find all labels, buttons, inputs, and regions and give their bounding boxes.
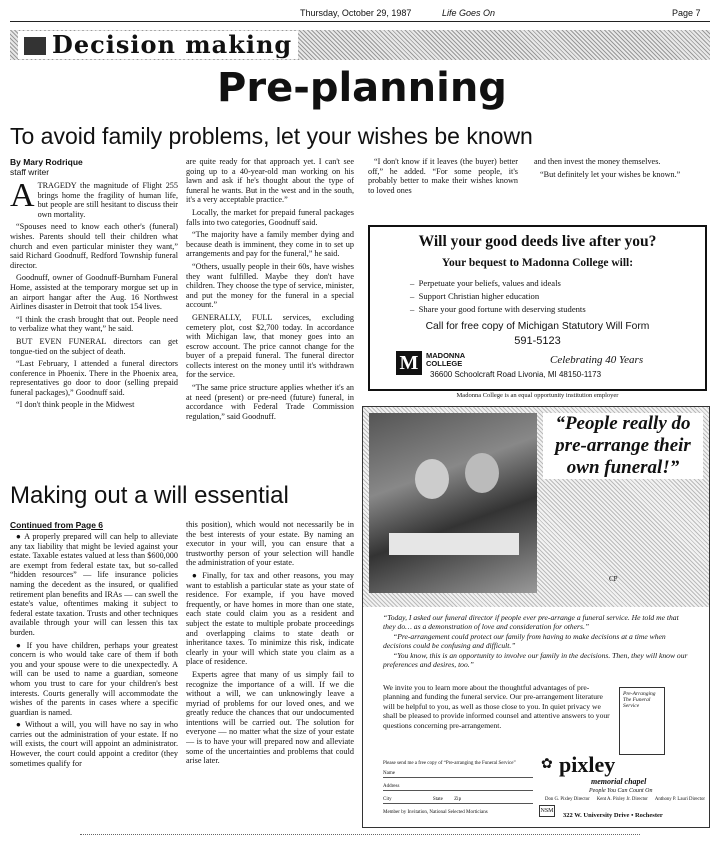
form-field-label: State bbox=[432, 797, 443, 802]
bullet-text: Perpetuate your beliefs, values and ideals bbox=[418, 278, 561, 288]
flower-icon: ✿ bbox=[541, 757, 553, 772]
paragraph: ● A properly prepared will can help to alleviate any tax liability that might be levied against your estate. Taxable estates valued at less than $600,000 are exempt from federal estate tax, but so-called “hidden resources” — life insurance policies naming the decedent as the insured, or qualified retirement plan benefits and IRAs — can swell the estate's value, oftentimes making it subject to federal estate taxation. Trusts and other techniques available through your will can lessen this tax burden. bbox=[10, 532, 178, 637]
continued-from: Continued from Page 6 bbox=[10, 520, 104, 530]
pixley-tagline: People You Can Count On bbox=[589, 788, 653, 794]
bullet-item: – Share your good fortune with deserving students bbox=[410, 304, 586, 314]
ad-phone: 591-5123 bbox=[514, 335, 561, 347]
banner-text: Decision making bbox=[52, 30, 293, 59]
madonna-footnote: Madonna College is an equal opportunity institution employer bbox=[456, 392, 619, 399]
drop-cap: A bbox=[10, 177, 35, 214]
member-note: Member by Invitation, National Selected Morticians bbox=[383, 810, 488, 815]
director: Kent A. Pixley Jr. Director bbox=[596, 797, 648, 802]
nsm-logo-icon: NSM bbox=[539, 805, 555, 817]
pixley-body: We invite you to learn more about the thoughtful advantages of pre-planning and funding the funeral service. Our pre-arrangement literature will be helpful to you, as well as those close to you. In quiet privacy we shall be pleased to provide informed counsel and attentive answers to your questions concerning pre-arrangement. bbox=[383, 683, 610, 730]
college-name-line: COLLEGE bbox=[426, 359, 463, 368]
paragraph: “Last February, I attended a funeral directors conference in Phoenix. There in the Phoenix area, representatives go door to door (selling prepaid funeral packages),” Goodnuff said. bbox=[10, 359, 178, 397]
form-field-label: Zip bbox=[454, 797, 462, 802]
page-header bbox=[0, 6, 724, 20]
madonna-college-ad bbox=[368, 225, 707, 391]
pixley-headline: “People really do pre-arrange their own funeral!” bbox=[543, 413, 703, 479]
banner-icon bbox=[24, 37, 46, 55]
paragraph: are quite ready for that approach yet. I can't see going up to a 40-year-old man working on his lawn and ask if he's thought about the type of funeral he wants. But in the west and in the south, it's a very acceptable practice.” bbox=[186, 157, 354, 205]
paragraph: “I think the crash brought that out. People need to verbalize what they want,” he said. bbox=[10, 314, 178, 334]
form-field-name[interactable] bbox=[383, 771, 533, 778]
madonna-logo-icon: M bbox=[396, 351, 422, 375]
paragraph: “I don't know if it leaves (the buyer) better off,” he added. “For some people, it's probably better to make their wishes known to loved ones bbox=[368, 157, 518, 195]
bullet-text: Share your good fortune with deserving students bbox=[418, 304, 586, 314]
celebrating-text: Celebrating 40 Years bbox=[550, 354, 644, 366]
quote: “You know, this is an opportunity to involve our family in the decisions. Then, they will know our preferences and desires, too.” bbox=[383, 650, 688, 670]
article1-column-1 bbox=[10, 157, 178, 477]
pixley-brand-sub: memorial chapel bbox=[591, 777, 647, 786]
paragraph: TRAGEDY the magnitude of Flight 255 brings home the fragility of human life, but people are still hesitant to discuss their own mortality. bbox=[37, 181, 178, 219]
paragraph: this position), which would not necessarily be in the best interests of your estate. By naming an executor in your will, you can ensure that a trustworthy person of your selection will handle the administration of your estate. bbox=[186, 520, 354, 568]
article2-headline: Making out a will essential bbox=[10, 482, 289, 509]
director: Don G. Pixley Director bbox=[545, 797, 590, 802]
college-address: 36600 Schoolcraft Road Livonia, MI 48150-1173 bbox=[430, 370, 602, 379]
pixley-quotes bbox=[383, 613, 693, 669]
booklet-image: Pre-Arranging The Funeral Service bbox=[619, 687, 665, 755]
form-field-label: Name bbox=[383, 771, 395, 776]
person-head-icon bbox=[465, 453, 499, 493]
form-field-label: Address bbox=[383, 784, 400, 789]
page-number: Page 7 bbox=[672, 8, 701, 18]
quote: “Pre-arrangement could protect our family from having to make decisions at a time when decisions could be confusing and difficult.” bbox=[383, 631, 666, 651]
paragraph: “I don't think people in the Midwest bbox=[16, 400, 135, 410]
couple-photo bbox=[369, 413, 537, 593]
paragraph: BUT EVEN FUNERAL directors can get tongue-tied on the subject of death. bbox=[10, 336, 178, 356]
article1-column-2 bbox=[186, 157, 354, 477]
request-form bbox=[383, 761, 533, 816]
form-field-address[interactable] bbox=[383, 784, 533, 791]
bullet-text: Support Christian higher education bbox=[418, 291, 540, 301]
ad-headline: Will your good deeds live after you? bbox=[418, 233, 657, 250]
paragraph: Locally, the market for prepaid funeral packages falls into two categories, Goodnuff said. bbox=[186, 207, 354, 227]
quote: “Today, I asked our funeral director if people ever pre-arrange a funeral service. He told me that they do… as a demonstration of love and consideration for others.” bbox=[383, 613, 679, 632]
pixley-ad bbox=[362, 406, 710, 828]
paragraph: Goodnuff, owner of Goodnuff-Burnham Funeral Home, assisted at the temporary morgue set up in an airport hangar after the Aug. 16 Northwest Airlines disaster in Detroit that took 154 lives. bbox=[10, 273, 178, 312]
paragraph: “The same price structure applies whether it's an at need (present) or pre-need (future) funeral, in accordance with Federal Trade Commission regulation,” said Goodnuff. bbox=[186, 383, 354, 421]
issue-date: Thursday, October 29, 1987 bbox=[300, 8, 412, 18]
college-name bbox=[426, 352, 465, 368]
pixley-brand: pixley bbox=[559, 752, 616, 777]
banner-label bbox=[18, 31, 298, 59]
form-title: Please send me a free copy of “Pre-arranging the Funeral Service” bbox=[383, 761, 516, 766]
paragraph: Experts agree that many of us simply fail to recognize the importance of a will. If we die without a will, we can unknowingly leave a myriad of problems for our loved ones, and we greatly reduce the chances that our undocumented intentions will be carried out. The solution for everyone — no matter what the size of your estate — is to have your will prepared now and alleviate some of the uncertainties and problems that could arise later. bbox=[186, 669, 354, 766]
paragraph: “Others, usually people in their 60s, have wishes they want fulfilled. Maybe they don't have children. They choose the type of service, minister, and put the money for the funeral in a special account.” bbox=[186, 261, 354, 310]
form-field-label: City bbox=[383, 797, 392, 802]
article1-column-4 bbox=[534, 157, 704, 182]
byline-title: staff writer bbox=[10, 167, 50, 177]
article2-column-2 bbox=[186, 520, 354, 826]
ad-call: Call for free copy of Michigan Statutory Will Form bbox=[425, 321, 650, 332]
paper-icon bbox=[389, 533, 519, 555]
paragraph: ● Finally, for tax and other reasons, you may want to establish a particular state as your state of residence. For example, if you have moved frequently, or have homes in more than one state, each state could claim you as a resident and subject the estate to multiple probate proceedings and overlapping claims to state death or inheritance taxes. To minimize this risk, indicate clearly in your will which state you claim as a place of residence. bbox=[186, 570, 354, 667]
ad-bullets bbox=[410, 277, 690, 316]
director: Anthony P. Lauri Director bbox=[654, 797, 705, 802]
paragraph: and then invest the money themselves. bbox=[534, 157, 661, 166]
section-name: Life Goes On bbox=[442, 8, 496, 18]
header-rule bbox=[10, 21, 710, 22]
bottom-rule bbox=[80, 834, 640, 835]
bullet-item: – Perpetuate your beliefs, values and ideals bbox=[410, 278, 561, 288]
paragraph: ● Without a will, you will have no say in who carries out the administration of your estate. If no will exists, the court will appoint an administrator. However, the court could appoint a creditor (they sometimes qualify for bbox=[10, 720, 178, 768]
section-banner bbox=[10, 30, 710, 60]
ad-subhead: Your bequest to Madonna College will: bbox=[441, 257, 634, 269]
directors-list bbox=[545, 797, 705, 802]
article2-column-1 bbox=[10, 532, 178, 826]
paragraph: “Spouses need to know each other's (funeral) wishes. Parents should tell their children what church and even particular minister they want,” said Richard Goodnuff, Redford Township funeral director. bbox=[10, 222, 178, 270]
bullet-item: – Support Christian higher education bbox=[410, 291, 540, 301]
form-field-city-state-zip[interactable] bbox=[383, 797, 533, 804]
college-name-line: MADONNA bbox=[426, 351, 466, 360]
paragraph: “But definitely let your wishes be known.” bbox=[540, 169, 681, 179]
pixley-address: 322 W. University Drive • Rochester bbox=[563, 812, 663, 819]
paragraph: GENERALLY, FULL services, excluding cemetery plot, cost $2,700 today. In accordance with Michigan law, that money goes into an escrow account. The price cannot change for the buyer of a prepaid funeral. The funeral director collects interest on the money until it's withdrawn for the service. bbox=[186, 312, 354, 380]
person-head-icon bbox=[415, 459, 449, 499]
paragraph: “The majority have a family member dying and because death is imminent, they come in to set up arrangements and pay for the funeral,” he said. bbox=[186, 230, 354, 259]
article-kicker: Pre-planning bbox=[217, 65, 507, 111]
article-headline: To avoid family problems, let your wishes be known bbox=[10, 123, 533, 149]
photo-caption: CP bbox=[609, 575, 618, 583]
byline-name: By Mary Rodrique bbox=[10, 157, 83, 167]
article1-column-3 bbox=[368, 157, 518, 198]
paragraph: ● If you have children, perhaps your greatest concern is who would take care of them if both you and your spouse were to die unexpectedly. A will can be used to name a guardian, someone whom you trust to care for your children's best interests. Courts generally will accommodate the wishes of the parents in cases where a specific guardian is named. bbox=[10, 640, 178, 717]
